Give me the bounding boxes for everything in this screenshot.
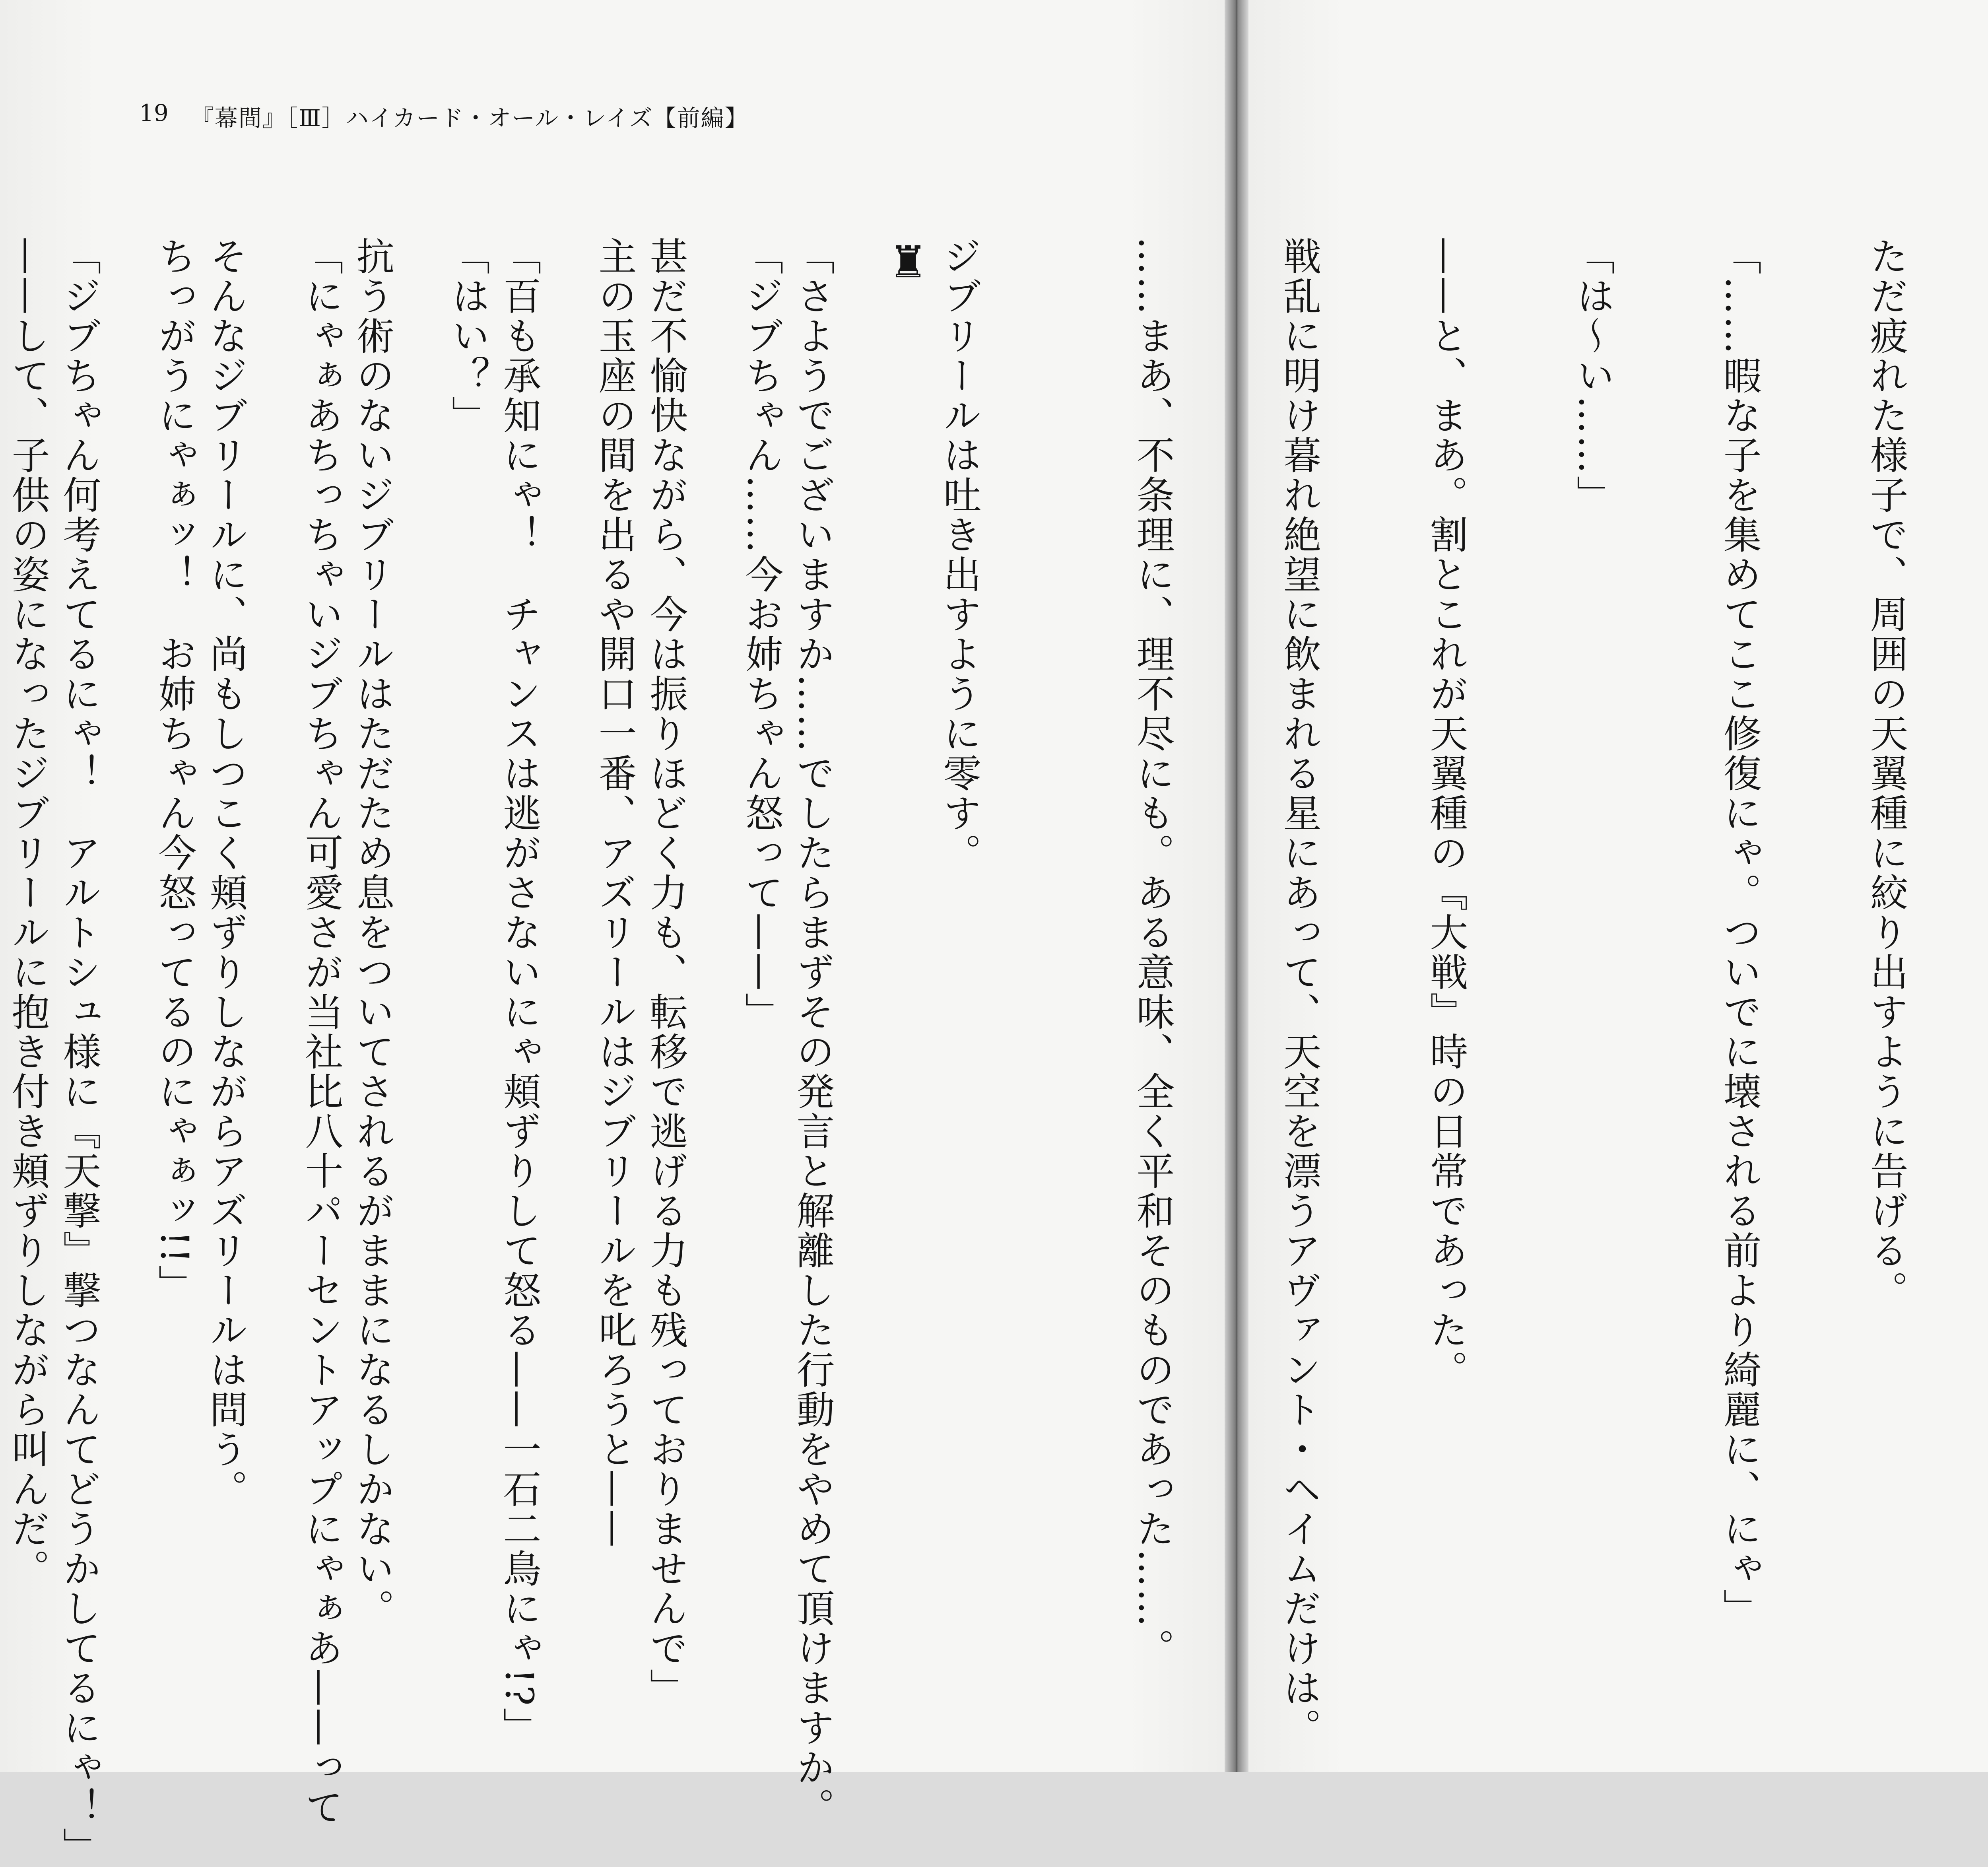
text-line: 「ジブちゃん何考えてるにゃ！ アルトシュ様に『天撃』撃つなんてどうかしてるにゃ！」 — [57, 237, 101, 1867]
text-line: ただ疲れた様子で、周囲の天翼種に絞り出すように告げる。 — [1864, 237, 1908, 1310]
text-line: 「さようでございますか……でしたらまずその発言と解離した行動をやめて頂けますか。 — [790, 237, 835, 1827]
text-line: 「は～い……」 — [1571, 237, 1615, 515]
scene-break-icon: ♜ — [883, 237, 934, 289]
text-line: 「はい？」 — [446, 237, 490, 435]
page-number: 19 — [139, 99, 169, 126]
text-line: 「ジブちゃん……今お姉ちゃん怒って——」 — [739, 237, 784, 1032]
text-line: ジブリールは吐き出すように零す。 — [937, 237, 982, 873]
text-line: ……まあ、不条理に、理不尽にも。ある意味、全く平和そのものであった……。 — [1130, 237, 1175, 1668]
body-text — [0, 237, 1988, 1867]
text-line: 主の玉座の間を出るや開口一番、アズリールはジブリールを叱ろうと—— — [592, 237, 637, 1549]
text-line: 「……暇な子を集めてここ修復にゃ。ついでに壊される前より綺麗に、にゃ」 — [1717, 237, 1762, 1628]
text-line: 「にゃぁあちっちゃいジブちゃん可愛さが当社比八十パーセントアップにゃぁあ——って — [299, 237, 344, 1827]
text-line: そんなジブリールに、尚もしつこく頬ずりしながらアズリールは問う。 — [204, 237, 248, 1509]
text-line: ちっがうにゃぁッ！ お姉ちゃん今怒ってるのにゃぁッ!!」 — [152, 237, 197, 1305]
text-line: 甚だ不愉快ながら、今は振りほどく力も、転移で逃げる力も残っておりませんで」 — [644, 237, 688, 1708]
running-header: 『幕間』［Ⅲ］ハイカード・オール・レイズ【前編】 — [191, 105, 749, 132]
text-line: 戦乱に明け暮れ絶望に飲まれる星にあって、天空を漂うアヴァント・ヘイムだけは。 — [1277, 237, 1322, 1748]
text-line: ——して、子供の姿になったジブリールに抱き付き頬ずりしながら叫んだ。 — [6, 237, 50, 1589]
text-line: 「百も承知にゃ！ チャンスは逃がさないにゃ頬ずりして怒る——一石二鳥にゃ!?」 — [497, 237, 542, 1747]
text-line: ——と、まあ。割とこれが天翼種の『大戦』時の日常であった。 — [1424, 237, 1468, 1390]
text-line: 抗う術のないジブリールはただため息をついてされるがままになるしかない。 — [350, 237, 395, 1628]
